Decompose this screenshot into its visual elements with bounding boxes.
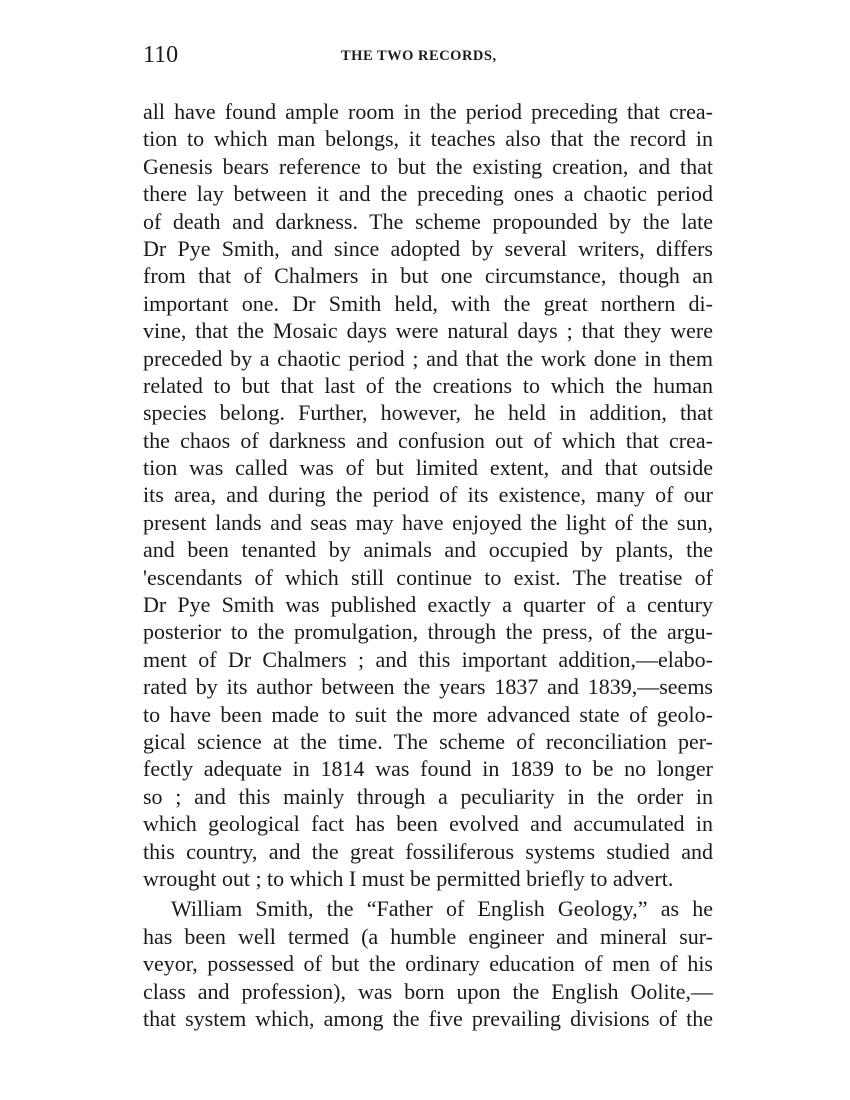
text-line: that system which, among the five prevailing divisions of the <box>143 1005 713 1031</box>
text-line: veyor, possessed of but the ordinary education of men of his <box>143 951 713 977</box>
text-line: Dr Pye Smith was published exactly a quarter of a century <box>143 592 713 618</box>
text-line: important one. Dr Smith held, with the great northern di- <box>143 290 713 316</box>
page-header <box>143 40 713 70</box>
text-line: this country, and the great fossiliferous systems studied and <box>143 838 713 864</box>
text-line: the chaos of darkness and confusion out of which that crea- <box>143 427 713 453</box>
body-text <box>143 98 713 1032</box>
text-line: class and profession), was born upon the English Oolite,— <box>143 978 713 1004</box>
text-line: wrought out ; to which I must be permitted briefly to advert. <box>143 865 674 891</box>
text-line: related to but that last of the creations to which the human <box>143 372 713 398</box>
text-line: gical science at the time. The scheme of reconciliation per- <box>143 728 713 754</box>
text-line: of death and darkness. The scheme propounded by the late <box>143 208 713 234</box>
text-line: William Smith, the “Father of English Geology,” as he <box>171 896 713 922</box>
text-line: Genesis bears reference to but the existing creation, and that <box>143 153 713 179</box>
text-line: posterior to the promulgation, through the press, of the argu- <box>143 619 713 645</box>
text-line: rated by its author between the years 1837 and 1839,—seems <box>143 674 713 700</box>
page-number: 110 <box>143 42 179 68</box>
text-line: species belong. Further, however, he held in addition, that <box>143 400 713 426</box>
text-line: to have been made to suit the more advanced state of geolo- <box>143 701 713 727</box>
text-line: tion was called was of but limited extent, and that outside <box>143 455 713 481</box>
text-line: preceded by a chaotic period ; and that the work done in them <box>143 345 713 371</box>
text-line: tion to which man belongs, it teaches also that the record in <box>143 126 713 152</box>
text-line: vine, that the Mosaic days were natural days ; that they were <box>143 318 713 344</box>
text-line: there lay between it and the preceding ones a chaotic period <box>143 181 713 207</box>
text-line: ment of Dr Chalmers ; and this important addition,—elabo- <box>143 646 713 672</box>
running-head: THE TWO RECORDS, <box>341 48 497 64</box>
text-line: has been well termed (a humble engineer and mineral sur- <box>143 923 713 949</box>
text-line: which geological fact has been evolved and accumulated in <box>143 811 713 837</box>
text-line: present lands and seas may have enjoyed the light of the sun, <box>143 509 713 535</box>
text-line: 'escendants of which still continue to exist. The treatise of <box>143 564 713 590</box>
text-line: so ; and this mainly through a peculiarity in the order in <box>143 783 713 809</box>
text-line: Dr Pye Smith, and since adopted by several writers, differs <box>143 235 713 261</box>
text-line: its area, and during the period of its existence, many of our <box>143 482 713 508</box>
text-line: from that of Chalmers in but one circumstance, though an <box>143 263 713 289</box>
text-line: and been tenanted by animals and occupied by plants, the <box>143 537 713 563</box>
text-line: all have found ample room in the period preceding that crea- <box>143 99 713 124</box>
text-line: fectly adequate in 1814 was found in 1839 to be no longer <box>143 756 713 782</box>
